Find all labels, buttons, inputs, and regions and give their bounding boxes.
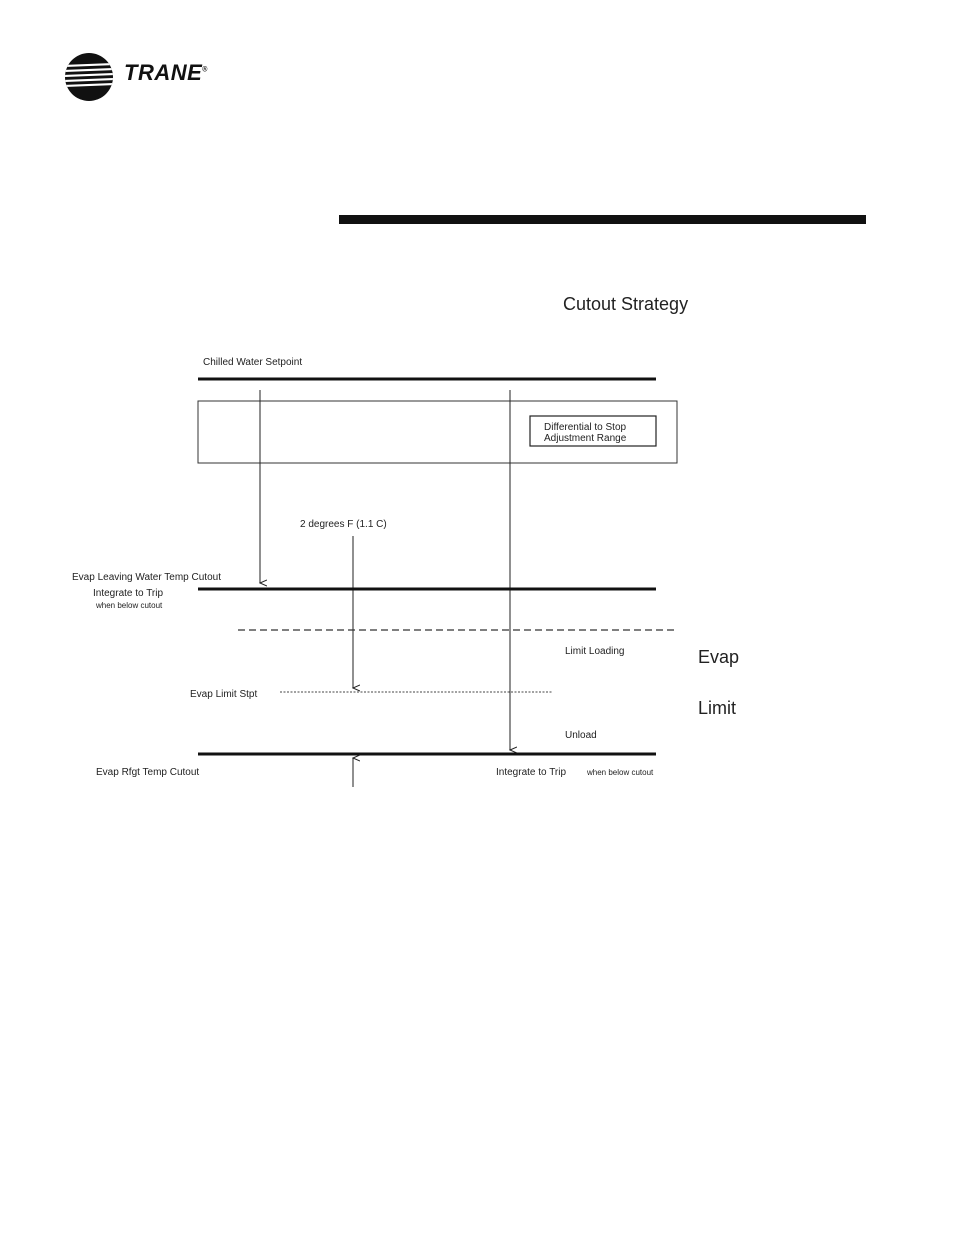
differential-label-line2: Adjustment Range bbox=[544, 433, 627, 444]
integrate-to-trip-left-label: Integrate to Trip bbox=[93, 588, 164, 599]
differential-label-line1: Differential to Stop bbox=[544, 422, 627, 433]
integrate-to-trip-right-label: Integrate to Trip bbox=[496, 767, 567, 778]
limit-loading-label: Limit Loading bbox=[565, 646, 625, 657]
registered-mark: ® bbox=[202, 66, 208, 74]
evap-lwt-cutout-label: Evap Leaving Water Temp Cutout bbox=[72, 572, 221, 583]
evap-limit-stpt-label: Evap Limit Stpt bbox=[190, 689, 258, 700]
limit-region-label: Limit bbox=[698, 698, 737, 718]
evap-rfgt-cutout-label: Evap Rfgt Temp Cutout bbox=[96, 767, 200, 778]
two-degrees-label: 2 degrees F (1.1 C) bbox=[300, 519, 387, 530]
unload-label: Unload bbox=[565, 730, 597, 741]
diagram-title: Cutout Strategy bbox=[563, 294, 689, 314]
when-below-cutout-left-label: when below cutout bbox=[96, 601, 163, 610]
evap-region-label: Evap bbox=[698, 647, 740, 667]
chilled-water-setpoint-label: Chilled Water Setpoint bbox=[203, 357, 303, 368]
when-below-cutout-right-label: when below cutout bbox=[587, 768, 654, 777]
brand-name: TRANE bbox=[124, 60, 203, 85]
